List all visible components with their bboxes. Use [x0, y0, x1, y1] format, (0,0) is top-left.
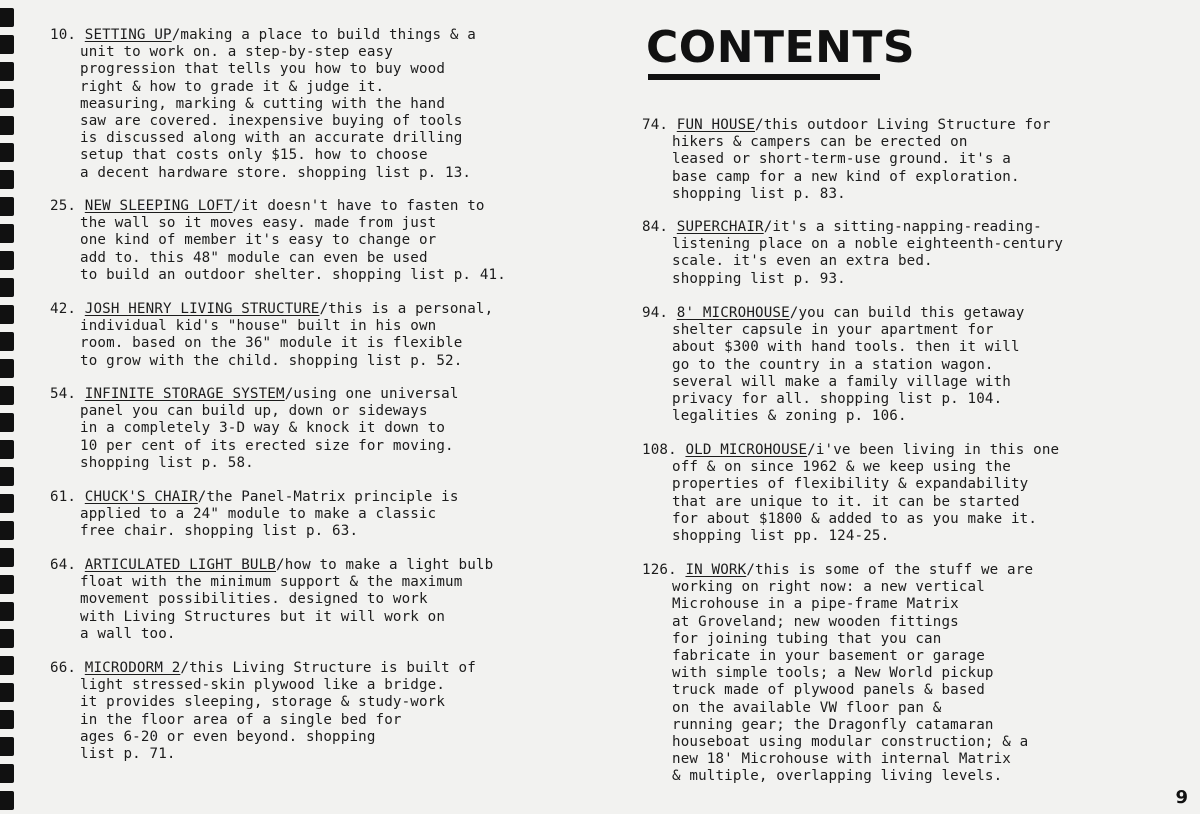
entry-text-line: hikers & campers can be erected on: [672, 134, 968, 151]
binding-hole: [0, 332, 14, 351]
contents-entry: [642, 117, 1051, 203]
contents-entry: [50, 489, 459, 541]
spiral-binding: [0, 0, 26, 814]
entry-title: FUN HOUSE: [676, 117, 756, 133]
entry-text-line: shelter capsule in your apartment for: [672, 322, 994, 339]
binding-hole: [0, 791, 14, 810]
entry-first-line: [642, 305, 1024, 322]
binding-hole: [0, 575, 14, 594]
entry-text-line: base camp for a new kind of exploration.: [672, 168, 1020, 185]
entry-title: CHUCK'S CHAIR: [84, 489, 198, 505]
entry-text-line: with simple tools; a New World pickup: [672, 665, 994, 682]
entry-text-line: light stressed-skin plywood like a bridge.: [80, 677, 446, 694]
binding-hole: [0, 494, 14, 513]
entry-text-line: free chair. shopping list p. 63.: [80, 523, 359, 540]
binding-hole: [0, 35, 14, 54]
entry-text: /this is some of the stuff we are: [746, 562, 1034, 578]
binding-hole: [0, 602, 14, 621]
entry-text-line: on the available VW floor pan &: [672, 699, 942, 716]
entry-title: JOSH HENRY LIVING STRUCTURE: [84, 301, 320, 317]
entry-page-number: 42.: [50, 301, 85, 317]
entry-page-number: 66.: [50, 660, 85, 676]
entry-title: SETTING UP: [84, 27, 172, 43]
entry-text-line: unit to work on. a step-by-step easy: [80, 44, 393, 61]
entry-page-number: 10.: [50, 27, 85, 43]
entry-text: /making a place to build things & a: [171, 27, 476, 43]
entry-text-line: saw are covered. inexpensive buying of tools: [80, 113, 463, 130]
entry-first-line: [50, 386, 459, 403]
entry-text-line: about $300 with hand tools. then it will: [672, 339, 1020, 356]
entry-text-line: shopping list p. 83.: [672, 185, 846, 202]
entry-text-line: at Groveland; new wooden fittings: [672, 613, 959, 630]
entry-page-number: 108.: [642, 442, 686, 458]
entry-text-line: individual kid's "house" built in his own: [80, 318, 437, 335]
entry-first-line: [642, 442, 1059, 459]
entry-text-line: movement possibilities. designed to work: [80, 591, 428, 608]
contents-entry: [642, 442, 1059, 545]
entry-text: /this outdoor Living Structure for: [755, 117, 1051, 133]
entry-text-line: to grow with the child. shopping list p. 52.: [80, 352, 463, 369]
entry-text-line: panel you can build up, down or sideways: [80, 403, 428, 420]
page-number: 9: [1175, 787, 1188, 808]
entry-text-line: scale. it's even an extra bed.: [672, 253, 933, 270]
binding-hole: [0, 548, 14, 567]
entry-title: INFINITE STORAGE SYSTEM: [84, 386, 285, 402]
entry-text-line: the wall so it moves easy. made from just: [80, 215, 437, 232]
binding-hole: [0, 62, 14, 81]
binding-hole: [0, 683, 14, 702]
entry-text-line: add to. this 48" module can even be used: [80, 249, 428, 266]
binding-hole: [0, 89, 14, 108]
entry-text: /it's a sitting-napping-reading-: [763, 219, 1042, 235]
binding-hole: [0, 710, 14, 729]
entry-title: NEW SLEEPING LOFT: [84, 198, 233, 214]
contents-entry: [50, 301, 493, 370]
entry-first-line: [642, 562, 1033, 579]
entry-text-line: it provides sleeping, storage & study-work: [80, 694, 446, 711]
entry-text-line: running gear; the Dragonfly catamaran: [672, 716, 994, 733]
contents-entry: [50, 27, 476, 182]
entry-text-line: ages 6-20 or even beyond. shopping: [80, 728, 376, 745]
binding-hole: [0, 467, 14, 486]
binding-hole: [0, 656, 14, 675]
entry-text-line: & multiple, overlapping living levels.: [672, 768, 1003, 785]
entry-text-line: listening place on a noble eighteenth-century: [672, 236, 1064, 253]
entry-text-line: applied to a 24" module to make a classic: [80, 506, 437, 523]
entry-title: MICRODORM 2: [84, 660, 181, 676]
entry-page-number: 94.: [642, 305, 677, 321]
entry-text-line: setup that costs only $15. how to choose: [80, 147, 428, 164]
entry-first-line: [50, 660, 476, 677]
binding-hole: [0, 413, 14, 432]
entry-page-number: 61.: [50, 489, 85, 505]
entry-text: /how to make a light bulb: [276, 557, 494, 573]
entry-first-line: [50, 557, 493, 574]
entry-text-line: a decent hardware store. shopping list p. 13.: [80, 164, 472, 181]
binding-hole: [0, 764, 14, 783]
entry-text-line: float with the minimum support & the maximum: [80, 574, 463, 591]
heading-underline-rule: [648, 74, 880, 80]
entry-text-line: leased or short-term-use ground. it's a: [672, 151, 1011, 168]
entry-text-line: truck made of plywood panels & based: [672, 682, 985, 699]
entry-text-line: go to the country in a station wagon.: [672, 356, 994, 373]
entry-first-line: [50, 301, 493, 318]
binding-hole: [0, 224, 14, 243]
binding-hole: [0, 359, 14, 378]
binding-hole: [0, 440, 14, 459]
entry-text-line: several will make a family village with: [672, 373, 1011, 390]
entry-first-line: [50, 489, 459, 506]
entry-page-number: 54.: [50, 386, 85, 402]
entry-text-line: to build an outdoor shelter. shopping list p. 41.: [80, 266, 506, 283]
binding-hole: [0, 737, 14, 756]
binding-hole: [0, 386, 14, 405]
entry-first-line: [50, 198, 506, 215]
entry-text-line: houseboat using modular construction; & a: [672, 734, 1029, 751]
entry-text: /this Living Structure is built of: [180, 660, 476, 676]
entry-text-line: off & on since 1962 & we keep using the: [672, 459, 1011, 476]
binding-hole: [0, 116, 14, 135]
entry-page-number: 64.: [50, 557, 85, 573]
entry-text-line: fabricate in your basement or garage: [672, 648, 985, 665]
entry-text-line: in the floor area of a single bed for: [80, 711, 402, 728]
contents-entry: [642, 562, 1033, 786]
binding-hole: [0, 170, 14, 189]
entry-text-line: Microhouse in a pipe-frame Matrix: [672, 596, 959, 613]
entry-text-line: privacy for all. shopping list p. 104.: [672, 391, 1003, 408]
contents-entry: [642, 219, 1063, 288]
entry-page-number: 25.: [50, 198, 85, 214]
entry-text-line: room. based on the 36" module it is flexible: [80, 335, 463, 352]
contents-entry: [50, 557, 493, 643]
entry-text: /i've been living in this one: [807, 442, 1060, 458]
entry-text-line: new 18' Microhouse with internal Matrix: [672, 751, 1011, 768]
entry-first-line: [50, 27, 476, 44]
entry-text-line: 10 per cent of its erected size for moving.: [80, 437, 454, 454]
entry-text-line: legalities & zoning p. 106.: [672, 408, 907, 425]
entry-text-line: in a completely 3-D way & knock it down to: [80, 420, 446, 437]
entry-text: /it doesn't have to fasten to: [232, 198, 485, 214]
entry-page-number: 84.: [642, 219, 677, 235]
entry-text: /this is a personal,: [319, 301, 494, 317]
entry-title: OLD MICROHOUSE: [685, 442, 808, 458]
entry-text-line: progression that tells you how to buy wood: [80, 61, 446, 78]
binding-hole: [0, 8, 14, 27]
entry-text-line: measuring, marking & cutting with the hand: [80, 95, 446, 112]
entry-title: 8' MICROHOUSE: [676, 305, 790, 321]
entry-text-line: shopping list p. 58.: [80, 454, 254, 471]
entry-text-line: shopping list pp. 124-25.: [672, 528, 890, 545]
binding-hole: [0, 278, 14, 297]
contents-entry: [642, 305, 1024, 425]
binding-hole: [0, 521, 14, 540]
entry-title: SUPERCHAIR: [676, 219, 764, 235]
entry-first-line: [642, 117, 1051, 134]
entry-page-number: 126.: [642, 562, 686, 578]
entry-text-line: is discussed along with an accurate drilling: [80, 130, 463, 147]
entry-text-line: list p. 71.: [80, 746, 176, 763]
entry-title: ARTICULATED LIGHT BULB: [84, 557, 276, 573]
entry-text-line: a wall too.: [80, 625, 176, 642]
binding-hole: [0, 251, 14, 270]
binding-hole: [0, 629, 14, 648]
entry-text: /using one universal: [284, 386, 459, 402]
binding-hole: [0, 197, 14, 216]
entry-text-line: working on right now: a new vertical: [672, 579, 985, 596]
binding-hole: [0, 143, 14, 162]
entry-text-line: shopping list p. 93.: [672, 270, 846, 287]
entry-text: /the Panel-Matrix principle is: [197, 489, 459, 505]
entry-text-line: for about $1800 & added to as you make it.: [672, 510, 1038, 527]
page-heading: CONTENTS: [646, 22, 916, 73]
contents-entry: [50, 660, 476, 763]
contents-entry: [50, 386, 459, 472]
contents-entry: [50, 198, 506, 284]
entry-text-line: one kind of member it's easy to change or: [80, 232, 437, 249]
entry-page-number: 74.: [642, 117, 677, 133]
entry-text-line: with Living Structures but it will work on: [80, 608, 446, 625]
binding-hole: [0, 305, 14, 324]
entry-title: IN WORK: [685, 562, 747, 578]
entry-text: /you can build this getaway: [789, 305, 1025, 321]
entry-first-line: [642, 219, 1063, 236]
entry-text-line: right & how to grade it & judge it.: [80, 78, 385, 95]
entry-text-line: for joining tubing that you can: [672, 630, 942, 647]
entry-text-line: that are unique to it. it can be started: [672, 493, 1020, 510]
entry-text-line: properties of flexibility & expandability: [672, 476, 1029, 493]
